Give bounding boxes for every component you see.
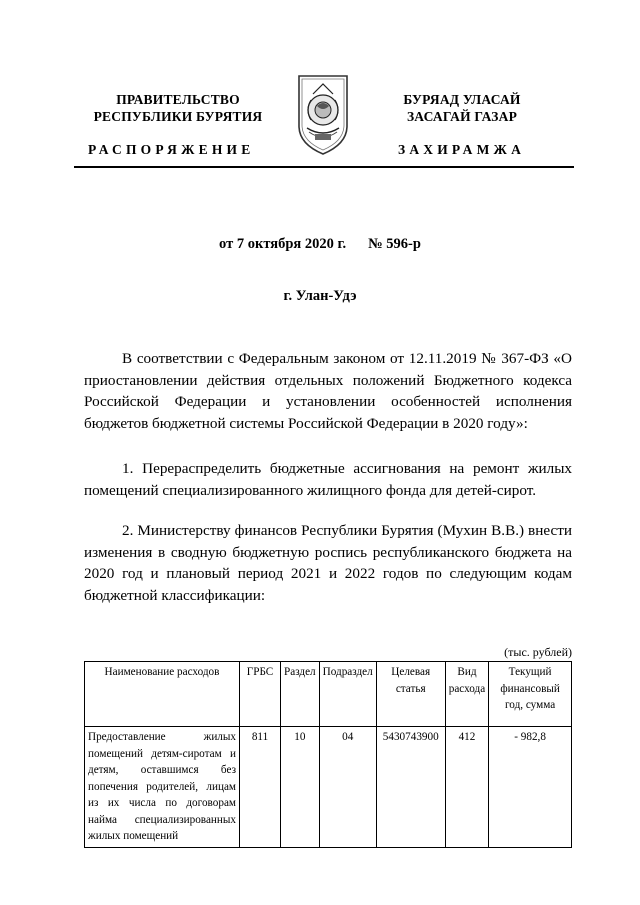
cell-vid: 412 — [445, 727, 488, 848]
cell-target: 5430743900 — [376, 727, 445, 848]
col-header-razdel: Раздел — [281, 662, 320, 727]
budget-table — [84, 661, 572, 848]
header-left-line1: ПРАВИТЕЛЬСТВО — [116, 92, 240, 107]
header-right — [362, 91, 562, 125]
header-left — [78, 91, 278, 125]
col-header-podrazdel: Подраздел — [319, 662, 376, 727]
document-city: г. Улан-Удэ — [283, 288, 357, 304]
header-right-line1: БУРЯАД УЛАСАЙ — [403, 92, 521, 107]
header-left-line2: РЕСПУБЛИКИ БУРЯТИЯ — [93, 109, 263, 124]
header-right-line2: ЗАСАГАЙ ГАЗАР — [406, 109, 518, 124]
document-number: № 596-р — [368, 236, 421, 252]
col-header-name: Наименование расходов — [85, 662, 240, 727]
table-row — [85, 727, 572, 848]
cell-sum: - 982,8 — [489, 727, 572, 848]
order-title-bua: ЗАХИРАМЖА — [398, 142, 526, 157]
cell-name: Предоставление жилых помещений детям-сиротам и детям, оставшимся без попечения родителей, лицам из их числа по договорам найма специализированных жилых помещений — [85, 727, 240, 848]
header-divider — [74, 166, 574, 168]
order-title-ru: РАСПОРЯЖЕНИЕ — [88, 142, 255, 157]
paragraph-item-2: 2. Министерству финансов Республики Бурятия (Мухин В.В.) внести изменения в сводную бюджетную роспись республиканского бюджета на 2020 год и плановый период 2021 и 2022 годов по следующим кодам бюджетной классификации: — [84, 522, 572, 604]
emblem-icon — [293, 72, 353, 156]
col-header-sum: Текущий финансовый год, сумма — [489, 662, 572, 727]
table-header-row — [85, 662, 572, 727]
date-line — [0, 236, 640, 253]
cell-razdel: 10 — [281, 727, 320, 848]
col-header-target: Целевая статья — [376, 662, 445, 727]
document-date: от 7 октября 2020 г. — [219, 236, 347, 252]
col-header-grbs: ГРБС — [240, 662, 281, 727]
paragraph-item-1: 1. Перераспределить бюджетные ассигнования на ремонт жилых помещений специализированного жилищного фонда для детей-сирот. — [84, 460, 572, 499]
table-units: (тыс. рублей) — [504, 645, 572, 659]
cell-podrazdel: 04 — [319, 727, 376, 848]
col-header-vid: Вид расхода — [445, 662, 488, 727]
cell-grbs: 811 — [240, 727, 281, 848]
paragraph-preamble: В соответствии с Федеральным законом от 12.11.2019 № 367-ФЗ «О приостановлении действия отдельных положений Бюджетного кодекса Российской Федерации и установлении особенностей исполнения бюджетов бюджетной системы Российской Федерации в 2020 году»: — [84, 350, 572, 432]
